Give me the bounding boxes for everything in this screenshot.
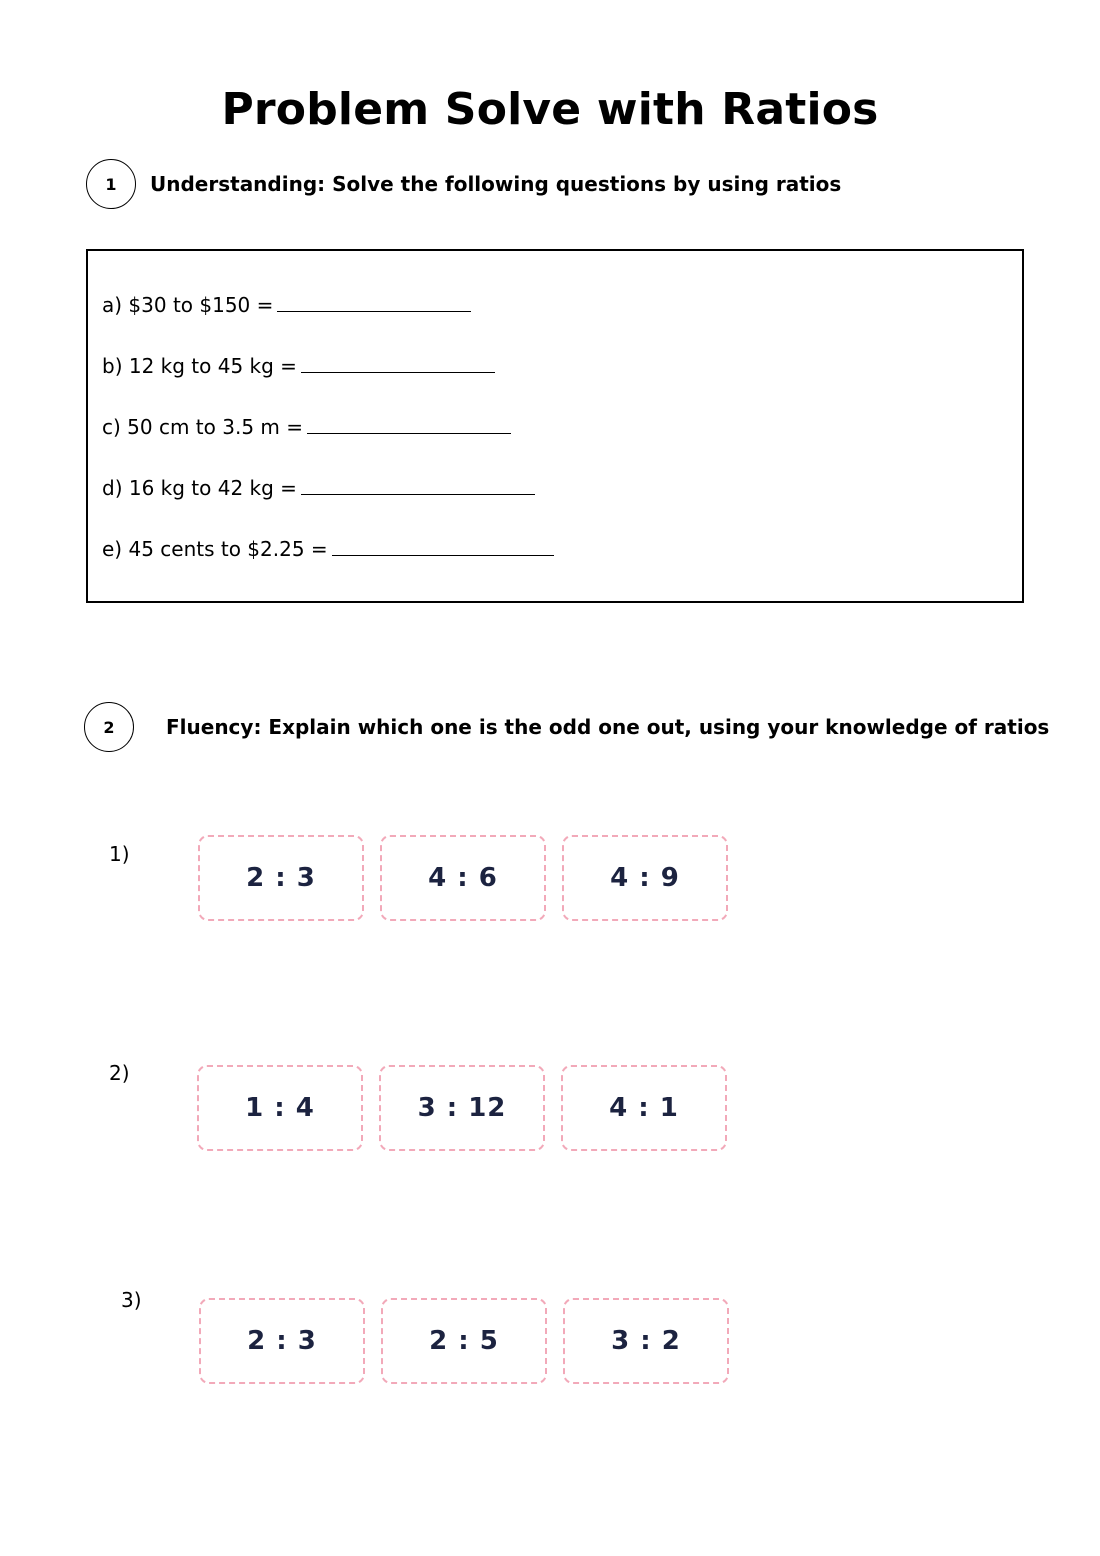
question-item <box>102 413 511 441</box>
question-text: e) 45 cents to $2.25 = <box>102 537 328 561</box>
section-number-badge: 2 <box>84 702 134 752</box>
ratio-card: 3 : 2 <box>563 1298 729 1384</box>
question-text: c) 50 cm to 3.5 m = <box>102 415 303 439</box>
ratio-card: 1 : 4 <box>197 1065 363 1151</box>
section-heading: Understanding: Solve the following questions by using ratios <box>150 172 842 196</box>
ratio-card: 4 : 6 <box>380 835 546 921</box>
answer-blank[interactable] <box>332 535 554 556</box>
answer-blank[interactable] <box>307 413 511 434</box>
answer-blank[interactable] <box>301 474 535 495</box>
question-item <box>102 535 554 563</box>
question-text: a) $30 to $150 = <box>102 293 274 317</box>
section-number-badge: 1 <box>86 159 136 209</box>
answer-blank[interactable] <box>301 352 495 373</box>
ratio-card: 2 : 5 <box>381 1298 547 1384</box>
question-item <box>102 291 471 319</box>
set-label: 2) <box>109 1061 130 1085</box>
questions-box <box>86 249 1024 603</box>
set-label: 3) <box>121 1288 142 1312</box>
question-text: d) 16 kg to 42 kg = <box>102 476 297 500</box>
section-heading: Fluency: Explain which one is the odd one out, using your knowledge of ratios <box>166 715 1050 739</box>
question-item <box>102 352 495 380</box>
ratio-card: 2 : 3 <box>199 1298 365 1384</box>
ratio-card: 4 : 9 <box>562 835 728 921</box>
answer-blank[interactable] <box>277 291 471 312</box>
page-title: Problem Solve with Ratios <box>221 84 879 135</box>
question-text: b) 12 kg to 45 kg = <box>102 354 297 378</box>
ratio-card: 4 : 1 <box>561 1065 727 1151</box>
set-label: 1) <box>109 842 130 866</box>
ratio-card: 3 : 12 <box>379 1065 545 1151</box>
question-item <box>102 474 535 502</box>
ratio-card: 2 : 3 <box>198 835 364 921</box>
